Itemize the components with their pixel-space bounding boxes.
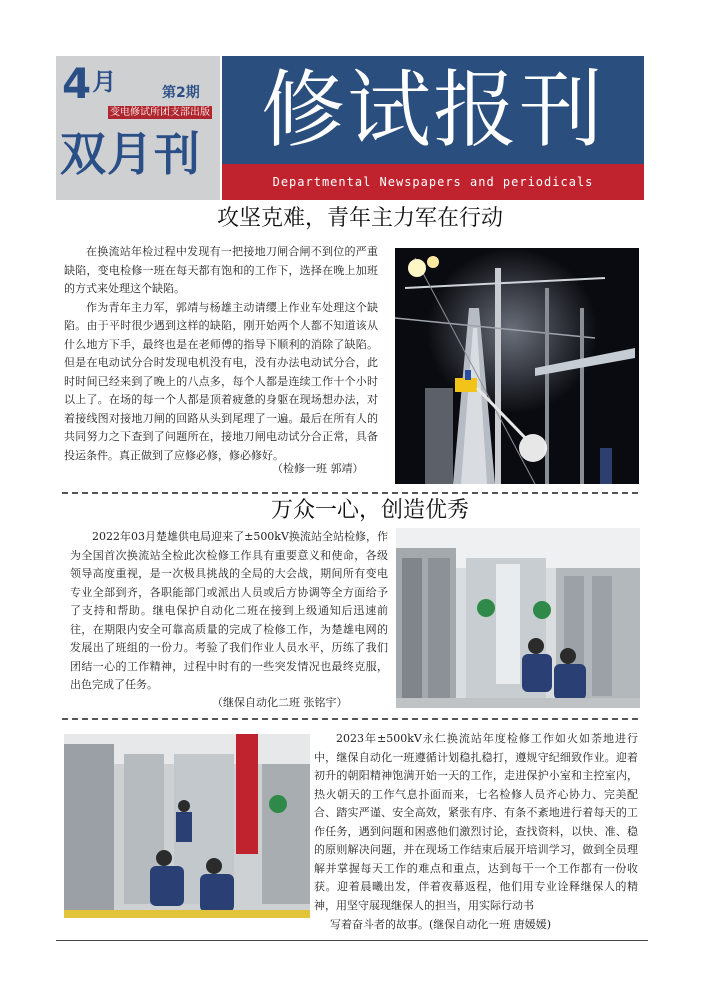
- masthead-publisher: 变电修试所团支部出版: [110, 107, 210, 118]
- article2-signature: （继保自动化二班 张铭宇）: [212, 696, 348, 709]
- article2-body: [70, 528, 388, 695]
- protection-room-photo: [64, 734, 310, 918]
- article1-paragraph-1: 在换流站年检过程中发现有一把接地刀闸合闸不到位的严重缺陷，变电检修一班在每天都有饱和的工作下，选择在晚上加班的方式来处理这个缺陷。: [64, 245, 378, 295]
- section-divider-2: [62, 718, 638, 720]
- article1-body: [64, 243, 378, 465]
- article1-signature: （检修一班 郭靖）: [272, 462, 364, 475]
- article3-body: [314, 730, 638, 915]
- masthead-title: 修试报刊: [260, 61, 605, 159]
- protection-room-image: [64, 734, 310, 918]
- article2-title: 万众一心，创造优秀: [270, 498, 469, 523]
- night-substation-photo: [395, 248, 639, 484]
- footer-rule: [56, 940, 648, 941]
- article1-title: 攻坚克难，青年主力军在行动: [216, 206, 503, 231]
- article3-last-line: 写着奋斗者的故事。(继保自动化一班 唐媛媛): [330, 918, 552, 931]
- masthead-issue-number: 第2期: [162, 85, 200, 101]
- cabinet-room-image: [396, 528, 640, 708]
- masthead-subtitle-en: Departmental Newspapers and periodicals: [272, 175, 594, 189]
- article1-paragraph-2: 作为青年主力军，郭靖与杨雄主动请缨上作业车处理这个缺陷。由于平时很少遇到这样的缺陷，刚开始两个人都不知道该从什么地方下手，最终也是在老师傅的指导下顺利的消除了缺陷。但是在电动试分合时发现电机没有电，没有办法电动试分合，此时时间已经来到了晚上的八点多，每个人都是连续工作十个小时以上了。在场的每一个人都是顶着疲惫的身躯在现场想办法，对着接线图对接地刀闸的回路从头到尾理了一遍。最后在所有人的共同努力之下查到了问题所在，接地刀闸电动试分合正常，具备投运条件。真正做到了应修必修，修必修好。: [64, 300, 378, 462]
- article3-paragraph: 2023年±500kV永仁换流站年度检修工作如火如荼地进行中，继保自动化一班遵循计划稳扎稳打，遵规守纪细致作业。迎着初升的朝阳精神饱满开始一天的工作，走进保护小室和主控室内，热火朝天的工作气息扑面而来，七名检修人员齐心协力、完美配合、踏实严谨、安全高效，紧张有序、有条不紊地进行着每天的工作任务，遇到问题和困惑他们激烈讨论，查找资料，以快、准、稳的原则解决问题，并在现场工作结束后展开培训学习，做到全员理解并掌握每天工作的难点和重点，达到每干一个工作都有一份收获。迎着晨曦出发，伴着夜幕返程，他们用专业诠释继保人的精神，用坚守展现继保人的担当，用实际行动书: [314, 732, 638, 912]
- masthead-month: 4月: [62, 59, 117, 108]
- masthead-frequency: 双月刊: [60, 127, 201, 181]
- night-substation-image: [395, 248, 639, 484]
- cabinet-room-photo: [396, 528, 640, 708]
- article2-paragraph: 2022年03月楚雄供电局迎来了±500kV换流站全站检修，作为全国首次换流站全检此次检修工作具有重要意义和使命，各级领导高度重视，是一次极具挑战的全局的大会战，期间所有变电专业全部到齐，各职能部门或派出人员或后方协调等全方面给予了支持和帮助。继电保护自动化二班在接到上级通知后迅速前往，在期限内安全可靠高质量的完成了检修工作，为楚雄电网的发展出了班组的一份力。考验了我们作业人员水平，历练了我们团结一心的工作精神，过程中时有的一些突发情况也最终克服，出色完成了任务。: [70, 530, 388, 691]
- section-divider-1: [62, 492, 638, 494]
